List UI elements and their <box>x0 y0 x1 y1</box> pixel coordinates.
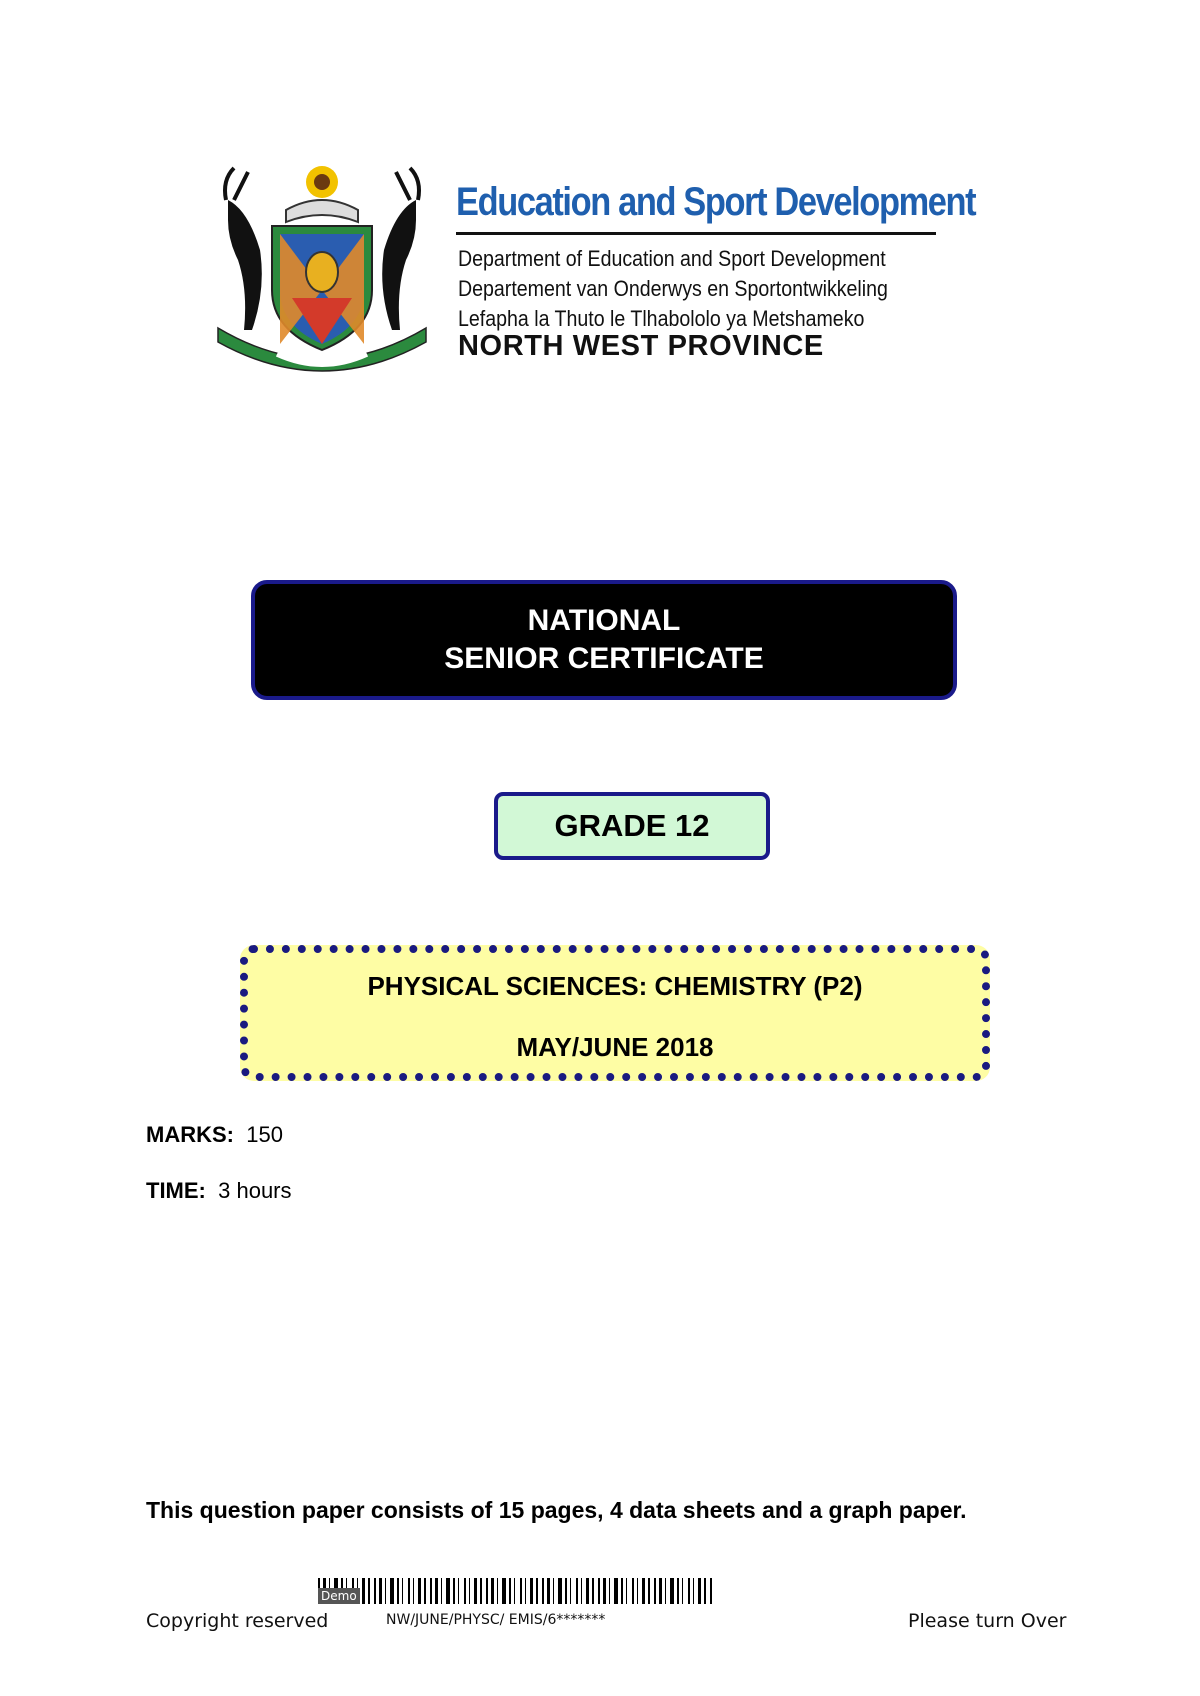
exam-date: MAY/JUNE 2018 <box>516 1032 714 1062</box>
barcode <box>318 1578 712 1604</box>
marks-label: MARKS: <box>146 1122 234 1147</box>
copyright-text: Copyright reserved <box>146 1610 329 1632</box>
demo-tag: Demo <box>318 1588 360 1604</box>
marks-row <box>146 1122 283 1148</box>
time-label: TIME: <box>146 1178 206 1203</box>
certificate-line-1: NATIONAL <box>527 604 681 637</box>
department-name-afrikaans: Departement van Onderwys en Sportontwikkeling <box>458 276 888 301</box>
subject-title: PHYSICAL SCIENCES: CHEMISTRY (P2) <box>367 971 863 1001</box>
certificate-line-2: SENIOR CERTIFICATE <box>444 642 764 675</box>
grade-badge: GRADE 12 <box>494 792 770 860</box>
department-title: Education and Sport Development <box>456 180 976 224</box>
department-name-setswana: Lefapha la Thuto le Tlhabololo ya Metshameko <box>458 306 865 331</box>
marks-value: 150 <box>246 1122 283 1147</box>
province-name: NORTH WEST PROVINCE <box>458 330 824 362</box>
time-value: 3 hours <box>218 1178 292 1203</box>
certificate-banner <box>251 580 957 700</box>
time-row <box>146 1178 292 1204</box>
department-name-english: Department of Education and Sport Development <box>458 246 886 271</box>
subject-box <box>240 945 990 1081</box>
paper-contents-notice: This question paper consists of 15 pages, 4 data sheets and a graph paper. <box>146 1497 967 1523</box>
divider <box>456 232 936 235</box>
coat-of-arms-logo <box>208 160 436 380</box>
paper-code: NW/JUNE/PHYSC/ EMIS/6******* <box>386 1612 606 1628</box>
turn-over-text: Please turn Over <box>908 1610 1067 1632</box>
